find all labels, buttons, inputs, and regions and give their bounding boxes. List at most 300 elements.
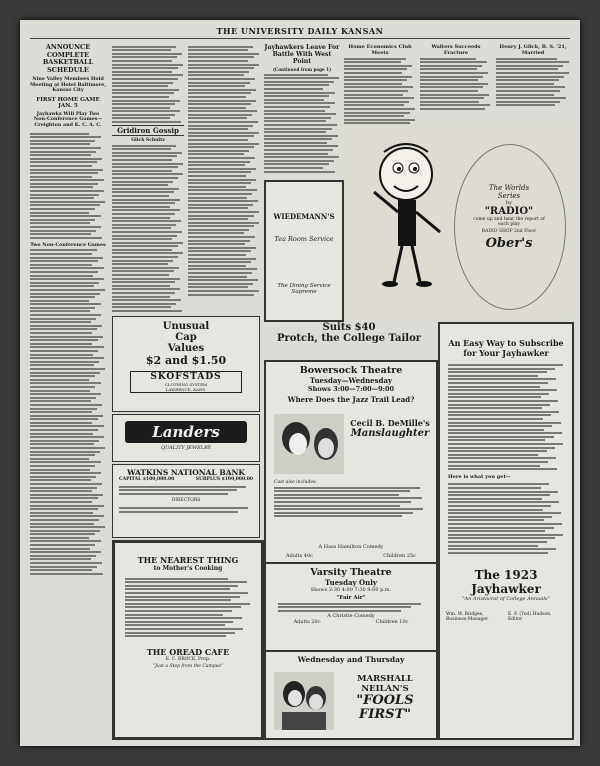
text-line	[30, 253, 92, 255]
varsity-film: "Fair Air"	[336, 595, 366, 601]
text-line	[30, 357, 104, 359]
text-line	[112, 177, 178, 179]
text-line	[188, 117, 247, 119]
cap-l1: Unusual	[162, 321, 210, 332]
gridiron-gossip-head: Gridiron Gossip	[112, 125, 184, 136]
text-line	[448, 501, 559, 503]
text-line	[30, 390, 90, 392]
gridiron-column	[112, 44, 184, 316]
film-photo	[274, 414, 344, 474]
text-line	[188, 215, 254, 217]
masthead-rule	[30, 38, 570, 39]
text-line	[112, 166, 178, 168]
text-line	[125, 599, 231, 601]
text-line	[30, 296, 95, 298]
text-line	[30, 505, 104, 507]
text-line	[112, 114, 175, 116]
text-line	[496, 68, 558, 70]
text-line	[188, 211, 259, 213]
text-line	[112, 92, 174, 94]
text-line	[274, 515, 402, 517]
text-line	[30, 154, 91, 156]
text-line	[264, 153, 328, 155]
text-line	[448, 371, 547, 373]
text-line	[30, 566, 97, 568]
text-line	[188, 254, 246, 256]
text-line	[496, 104, 555, 106]
text-line	[448, 400, 558, 402]
text-line	[448, 487, 541, 489]
text-line	[188, 150, 249, 152]
text-line	[112, 278, 180, 280]
text-line	[112, 49, 171, 51]
text-line	[496, 65, 563, 67]
text-line	[448, 375, 538, 377]
radio-l1: The Worlds	[488, 184, 530, 192]
text-line	[264, 142, 327, 144]
text-line	[344, 65, 412, 67]
text-line	[30, 523, 94, 525]
text-line	[30, 282, 99, 284]
text-line	[112, 260, 173, 262]
obers-radio-ad	[344, 124, 570, 318]
text-line	[30, 458, 89, 460]
text-line	[112, 100, 180, 102]
skofstads-sub: CLOTHING SYSTEM	[164, 382, 208, 387]
text-line	[30, 314, 101, 316]
text-line	[30, 300, 89, 302]
text-line	[112, 206, 170, 208]
text-line	[188, 121, 258, 123]
schedule-top	[112, 46, 184, 123]
text-line	[448, 364, 563, 366]
wedthu-title-block	[338, 674, 432, 722]
watkins-bank-ad	[112, 464, 260, 538]
skofstads-name: SKOFSTADS	[150, 372, 222, 382]
text-line	[188, 290, 259, 292]
text-line	[496, 79, 559, 81]
text-line	[420, 76, 483, 78]
text-line	[188, 85, 245, 87]
text-line	[344, 83, 402, 85]
text-line	[188, 197, 247, 199]
text-line	[125, 581, 247, 583]
text-line	[188, 204, 253, 206]
text-line	[30, 201, 105, 203]
text-line	[30, 415, 103, 417]
text-line	[448, 483, 549, 485]
two-games-subhead: Two Non-Conference Games	[30, 241, 106, 248]
schedule-list	[30, 249, 106, 574]
jayhawker-book: The 1923 Jayhawker	[471, 567, 541, 596]
basketball-column	[30, 44, 106, 734]
text-line	[188, 56, 254, 58]
text-line	[112, 60, 172, 62]
text-line	[264, 163, 329, 165]
bowersock-question: Where Does the Jazz Trail Lead?	[287, 395, 415, 404]
radio-l5: come up and hear the report of each play	[473, 217, 545, 228]
text-line	[448, 368, 555, 370]
text-line	[30, 497, 98, 499]
text-line	[30, 346, 104, 348]
bowersock-name: Bowersock Theatre	[299, 365, 403, 376]
text-line	[448, 523, 562, 525]
baseball-cartoon	[354, 132, 464, 312]
text-line	[188, 193, 252, 195]
text-line	[448, 468, 557, 470]
text-line	[420, 68, 477, 70]
text-line	[188, 161, 250, 163]
text-line	[30, 176, 92, 178]
text-line	[264, 160, 334, 162]
text-line	[30, 551, 101, 553]
jayhawker-here: Here is what you get—	[448, 473, 511, 480]
text-line	[30, 558, 91, 560]
text-line	[188, 200, 258, 202]
text-line	[188, 283, 253, 285]
cast-head: Cast also includes:	[274, 480, 317, 485]
text-line	[30, 133, 89, 135]
cafe-slogan: "Just a Step from the Campus"	[153, 663, 223, 669]
text-line	[125, 606, 241, 608]
fools-first-photo	[274, 672, 334, 730]
text-line	[420, 61, 487, 63]
text-line	[112, 159, 172, 161]
text-line	[188, 89, 256, 91]
text-line	[448, 519, 544, 521]
text-line	[112, 195, 169, 197]
text-line	[188, 272, 252, 274]
text-line	[188, 128, 248, 130]
text-line	[30, 393, 101, 395]
text-line	[264, 128, 332, 130]
text-line	[30, 289, 105, 291]
landers-logo: Landers	[125, 421, 247, 443]
text-line	[344, 79, 407, 81]
text-line	[30, 433, 93, 435]
text-line	[448, 512, 561, 514]
text-line	[448, 443, 563, 445]
jayhawkers-column	[264, 44, 340, 174]
varsity-comedy: A Christie Comedy	[327, 613, 375, 620]
text-line	[30, 548, 90, 550]
text-line	[112, 103, 175, 105]
text-line	[420, 101, 479, 103]
text-line	[448, 548, 556, 550]
text-line	[188, 107, 246, 109]
text-line	[448, 439, 545, 441]
text-line	[112, 74, 183, 76]
text-line	[30, 408, 97, 410]
varsity-prices	[266, 619, 436, 625]
text-line	[112, 67, 178, 69]
glick-head: Henry J. Glick, B. S. '21, Married	[499, 44, 567, 56]
text-line	[30, 404, 102, 406]
text-line	[112, 188, 179, 190]
jayhawker-tag: "An Aristocrat of College Annuals"	[462, 595, 550, 602]
text-line	[188, 222, 259, 224]
text-line	[30, 372, 100, 374]
text-line	[188, 67, 254, 69]
text-line	[496, 86, 565, 88]
bank-surplus: SURPLUS $100,000.00	[195, 477, 253, 482]
text-line	[30, 530, 100, 532]
glick-body	[496, 58, 570, 107]
text-line	[420, 65, 482, 67]
varsity-copy	[266, 603, 436, 612]
text-line	[264, 171, 335, 173]
text-line	[30, 257, 103, 259]
text-line	[420, 94, 489, 96]
text-line	[496, 101, 560, 103]
text-line	[30, 194, 99, 196]
text-line	[30, 451, 100, 453]
text-line	[264, 149, 333, 151]
text-line	[188, 294, 254, 296]
text-line	[188, 114, 252, 116]
text-line	[119, 507, 248, 509]
text-line	[264, 135, 338, 137]
text-line	[448, 378, 556, 380]
text-line	[448, 393, 549, 395]
text-line	[344, 108, 415, 110]
text-line	[30, 147, 101, 149]
cafe-name: THE OREAD CAFE	[146, 646, 230, 657]
text-line	[344, 101, 409, 103]
text-line	[264, 117, 331, 119]
text-line	[112, 292, 175, 294]
text-line	[448, 386, 540, 388]
jayhawker-editor: E. F. (Ted) Hudson, Editor	[508, 611, 552, 622]
text-line	[448, 450, 547, 452]
home-econ-column	[344, 44, 416, 134]
varsity-children: Children 10c	[375, 619, 409, 626]
jayhawker-business-manager: Wm. W. Bridges, Business-Manager	[446, 611, 489, 622]
text-line	[30, 533, 95, 535]
westpoint-body	[264, 74, 340, 173]
walters-body	[420, 58, 492, 110]
suits-tailor: Protch, the College Tailor	[276, 333, 422, 344]
text-line	[188, 60, 248, 62]
text-line	[112, 220, 181, 222]
text-line	[448, 429, 544, 431]
text-line	[30, 487, 97, 489]
wedthu-name: MARSHALL NEILAN'S	[357, 674, 413, 694]
text-line	[188, 258, 256, 260]
col3-top	[188, 46, 260, 296]
text-line	[112, 238, 172, 240]
text-line	[112, 121, 181, 123]
text-line	[30, 490, 92, 492]
text-line	[112, 78, 178, 80]
text-line	[30, 172, 98, 174]
text-line	[188, 110, 257, 112]
text-line	[112, 173, 183, 175]
text-line	[420, 58, 476, 60]
text-line	[30, 165, 92, 167]
text-line	[30, 169, 103, 171]
non-conference-subhead: Jayhawks Will Play Two Non-Conference Games—Creighton and K. C. A. C.	[33, 110, 103, 128]
text-line	[344, 86, 413, 88]
text-line	[448, 491, 558, 493]
text-line	[112, 235, 177, 237]
text-line	[448, 541, 547, 543]
text-line	[112, 46, 176, 48]
text-line	[30, 397, 96, 399]
text-line	[30, 161, 97, 163]
text-line	[30, 350, 98, 352]
text-line	[30, 555, 96, 557]
text-line	[30, 447, 105, 449]
text-line	[496, 94, 554, 96]
radio-copy	[469, 184, 549, 251]
text-line	[112, 191, 174, 193]
text-line	[264, 167, 323, 169]
text-line	[188, 182, 251, 184]
text-line	[30, 278, 104, 280]
bowersock-adults: Adults 40c	[286, 553, 313, 559]
text-line	[448, 447, 555, 449]
text-line	[188, 225, 254, 227]
jayhawker-signatures	[440, 602, 572, 622]
bank-name: WATKINS NATIONAL BANK	[127, 468, 245, 477]
cap-l3: Values	[167, 343, 205, 354]
text-line	[112, 231, 182, 233]
text-line	[188, 92, 251, 94]
text-line	[274, 508, 423, 510]
text-line	[112, 303, 176, 305]
text-line	[278, 603, 421, 605]
text-line	[264, 99, 324, 101]
text-line	[112, 152, 182, 154]
text-line	[30, 179, 104, 181]
text-line	[188, 153, 244, 155]
text-line	[30, 379, 89, 381]
text-line	[188, 100, 256, 102]
text-line	[344, 68, 407, 70]
radio-l3: by	[505, 200, 513, 206]
cafe-prop: E. C. BROCK, Prop.	[165, 656, 211, 662]
jayhawker-ad	[438, 322, 574, 740]
varsity-adults: Adults 20c	[293, 619, 321, 626]
text-line	[30, 230, 96, 232]
text-line	[30, 136, 101, 138]
text-line	[30, 461, 101, 463]
bowersock-prices	[286, 553, 416, 559]
text-line	[112, 213, 175, 215]
text-line	[30, 318, 96, 320]
text-line	[30, 454, 95, 456]
text-line	[264, 95, 329, 97]
text-line	[30, 264, 92, 266]
text-line	[125, 596, 240, 598]
text-line	[264, 124, 337, 126]
wiedemann-line1: Tea Room Service	[274, 235, 334, 243]
walters-head: Walters Succeeds Fracture	[431, 44, 481, 56]
home-econ-body	[344, 58, 416, 128]
text-line	[30, 364, 94, 366]
cafe-subtitle: to Mother's Cooking	[153, 565, 223, 572]
text-line	[496, 72, 569, 74]
text-line	[125, 628, 243, 630]
cap-l4: $2 and $1.50	[145, 354, 227, 367]
text-line	[125, 614, 223, 616]
text-line	[30, 293, 100, 295]
text-line	[112, 270, 174, 272]
text-line	[112, 202, 175, 204]
text-line	[30, 469, 90, 471]
glick-column	[496, 44, 570, 119]
radio-l6: RADIO SHOP 2nd Floor	[481, 229, 537, 235]
text-line	[188, 236, 255, 238]
text-line	[188, 243, 245, 245]
wedthu-days: Wednesday and Thursday	[297, 655, 405, 664]
text-line	[30, 275, 93, 277]
text-line	[188, 286, 248, 288]
text-line	[30, 382, 101, 384]
bowersock-comedy: A Hass Hamilton Comedy	[318, 544, 384, 550]
text-line	[274, 501, 411, 503]
text-line	[30, 465, 95, 467]
text-line	[30, 260, 98, 262]
text-line	[188, 125, 253, 127]
fools-first-ad	[264, 650, 438, 740]
suits-ad	[264, 322, 434, 356]
text-line	[112, 110, 180, 112]
text-line	[264, 120, 326, 122]
text-line	[30, 303, 101, 305]
first-home-game: FIRST HOME GAME JAN. 5	[36, 96, 100, 109]
text-line	[448, 425, 552, 427]
text-line	[188, 268, 257, 270]
text-line	[188, 279, 258, 281]
text-line	[30, 429, 98, 431]
text-line	[448, 537, 555, 539]
text-line	[30, 515, 104, 517]
text-line	[188, 218, 248, 220]
text-line	[30, 400, 91, 402]
varsity-days: Tuesday Only	[325, 578, 377, 587]
text-line	[112, 296, 170, 298]
skofstads-city: LAWRENCE, KANS.	[165, 387, 207, 392]
text-line	[112, 53, 182, 55]
varsity-ad	[264, 562, 438, 652]
text-line	[344, 58, 406, 60]
text-line	[112, 256, 178, 258]
text-line	[420, 79, 478, 81]
text-line	[30, 285, 94, 287]
text-line	[30, 325, 102, 327]
text-line	[496, 90, 560, 92]
text-line	[188, 175, 246, 177]
text-line	[30, 537, 89, 539]
text-line	[188, 82, 250, 84]
text-line	[448, 414, 551, 416]
gridiron-body	[112, 145, 184, 312]
cafe-title: THE NEAREST THING	[137, 555, 239, 565]
text-line	[30, 386, 95, 388]
text-line	[264, 77, 339, 79]
cap-l2: Cap	[175, 332, 197, 343]
basketball-headline: ANNOUNCE COMPLETE BASKETBALL SCHEDULE	[42, 44, 94, 74]
text-line	[188, 229, 249, 231]
text-line	[188, 179, 256, 181]
text-line	[448, 389, 557, 391]
skofstads-logo	[130, 371, 242, 393]
bank-capital: CAPITAL $100,000.00	[119, 477, 175, 482]
text-line	[125, 617, 242, 619]
text-line	[30, 472, 101, 474]
